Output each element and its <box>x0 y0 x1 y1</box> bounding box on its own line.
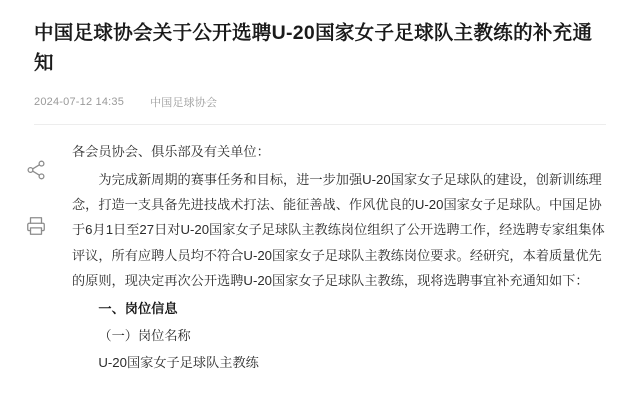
tool-rail <box>0 139 72 377</box>
article-header <box>0 0 640 125</box>
paragraph: 各会员协会、俱乐部及有关单位： <box>72 144 270 160</box>
share-button[interactable] <box>19 153 53 187</box>
article-meta <box>34 94 606 110</box>
article-source: 中国足球协会 <box>150 97 218 110</box>
share-icon <box>25 159 47 181</box>
publish-date: 2024-07-12 14:35 <box>34 96 125 109</box>
print-icon <box>25 215 47 237</box>
print-button[interactable] <box>19 209 53 243</box>
sub-heading: （一）岗位名称 <box>98 327 191 343</box>
article-content <box>72 139 640 377</box>
article-body-wrap <box>0 125 640 377</box>
paragraph: 为完成新周期的赛事任务和目标，进一步加强U-20国家女子足球队的建设，创新训练理念，打造一支具备先进技战术打法、能征善战、作风优良的U-20国家女子足球队。中国足协于6月1日至27日对U-20国家女子足球队主教练岗位组织了公开选聘工作，经选聘专家组集体评议，所有应聘人员均不符合U-20国家女子足球队主教练岗位要求。经研究，本着质量优先的原则，现决定再次公开选聘U-20国家女子足球队主教练，现将选聘事宜补充通知如下： <box>72 171 605 289</box>
section-heading: 一、岗位信息 <box>98 300 178 316</box>
page-title: 中国足球协会关于公开选聘U-20国家女子足球队主教练的补充通知 <box>34 22 593 75</box>
paragraph: U-20国家女子足球队主教练 <box>98 355 259 371</box>
